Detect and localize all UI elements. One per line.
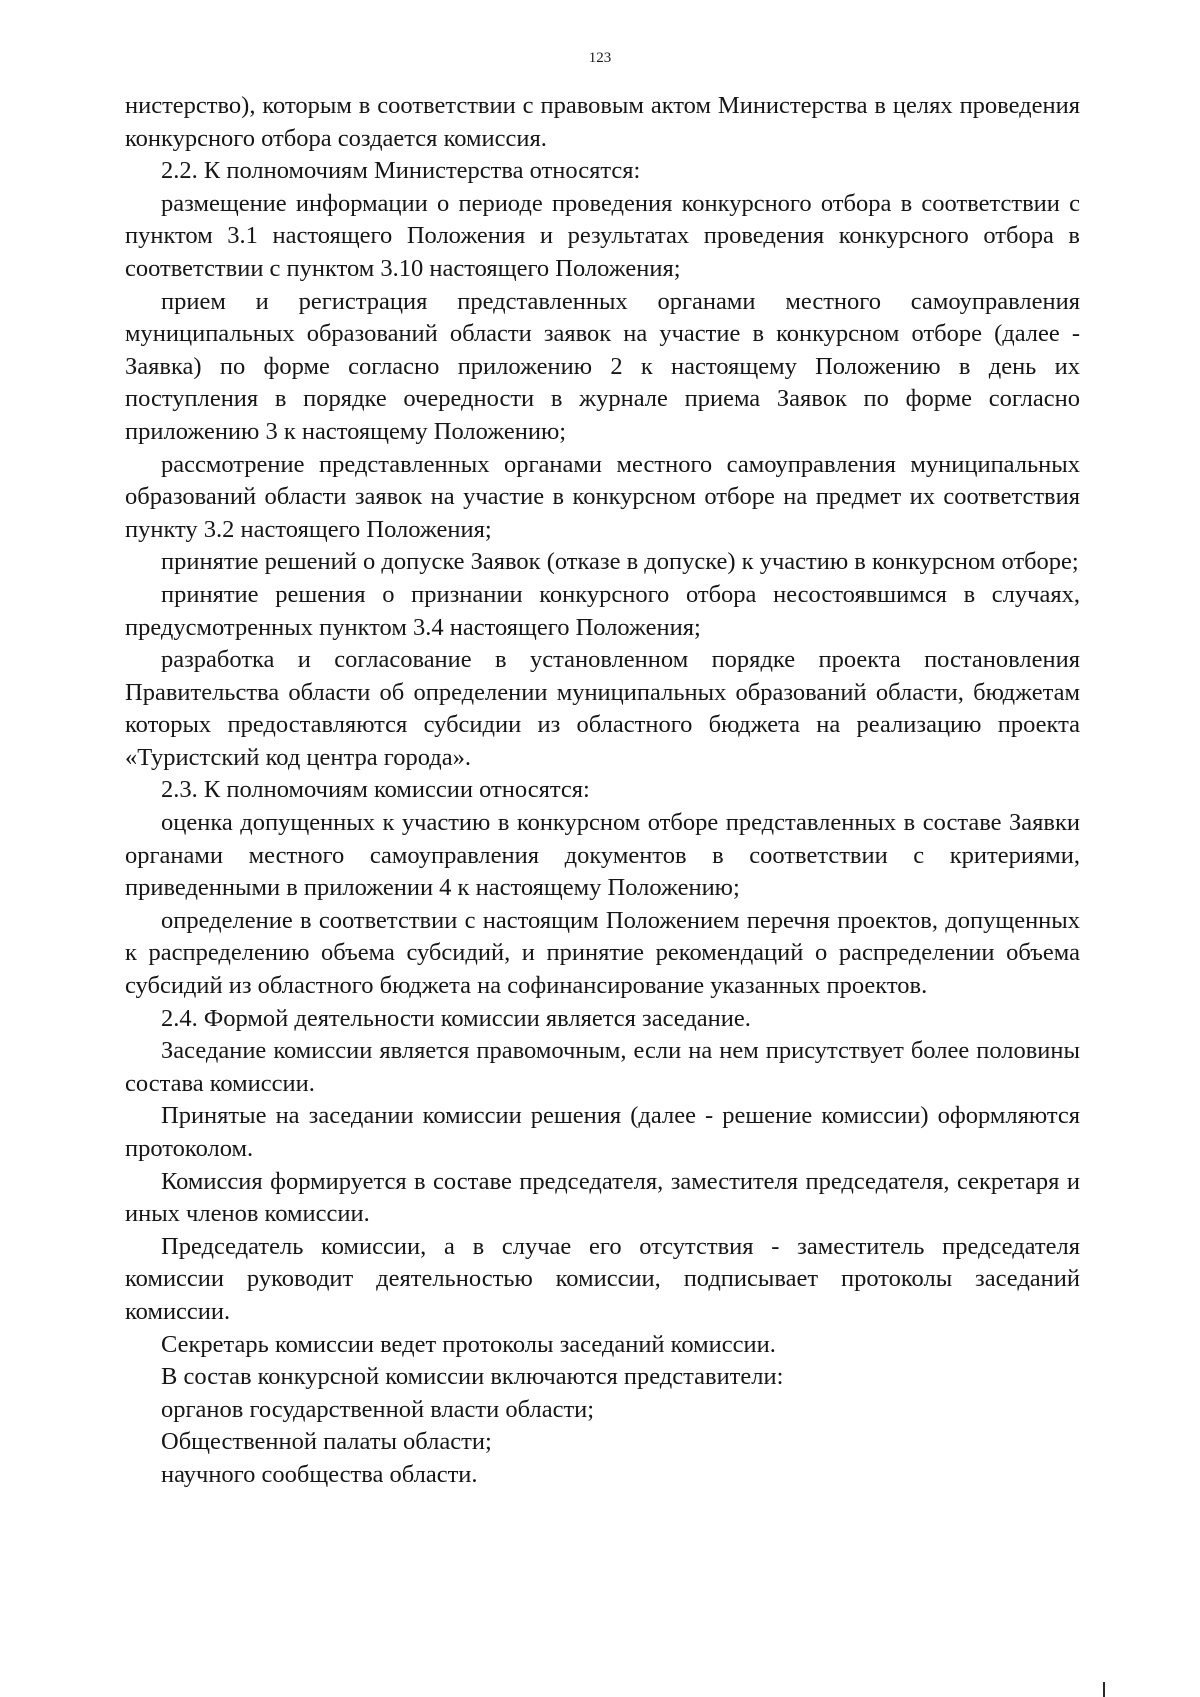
paragraph-item: рассмотрение представленных органами местного самоуправления муниципальных образований области заявок на участие в конкурсном отборе на предмет их соответствия пункту 3.2 настоящего Положения;	[125, 450, 1080, 543]
paragraph-list-item: органов государственной власти области;	[161, 1395, 595, 1423]
paragraph-list-item: научного сообщества области.	[161, 1460, 478, 1488]
paragraph-item: определение в соответствии с настоящим Положением перечня проектов, допущенных к распределению объема субсидий, и принятие рекомендаций о распределении объема субсидий из областного бюджета на софинансирование указанных проектов.	[125, 906, 1080, 1000]
paragraph-item: принятие решения о признании конкурсного отбора несостоявшимся в случаях, предусмотренных пунктом 3.4 настоящего Положения;	[125, 580, 1080, 641]
paragraph-item: прием и регистрация представленных органами местного самоуправления муниципальных образований области заявок на участие в конкурсном отборе (далее - Заявка) по форме согласно приложению 2 к настоящему Положению в день их поступления в порядке очередности в журнале приема Заявок по форме согласно приложению 3 к настоящему Положению;	[125, 287, 1080, 445]
document-body	[125, 90, 1080, 1492]
paragraph-item: Заседание комиссии является правомочным, если на нем присутствует более половины состава комиссии.	[125, 1037, 1080, 1097]
page-number: 123	[588, 50, 612, 66]
paragraph-item: Председатель комиссии, а в случае его отсутствия - заместитель председателя комиссии руководит деятельностью комиссии, подписывает протоколы заседаний комиссии.	[125, 1232, 1080, 1325]
paragraph-list-item: Общественной палаты области;	[161, 1428, 492, 1456]
paragraph-item: Комиссия формируется в составе председателя, заместителя председателя, секретаря и иных членов комиссии.	[125, 1167, 1080, 1228]
paragraph-item: Секретарь комиссии ведет протоколы заседаний комиссии.	[161, 1330, 776, 1358]
paragraph-section-2-2: 2.2. К полномочиям Министерства относятся:	[161, 157, 641, 185]
paragraph-section-2-3: 2.3. К полномочиям комиссии относятся:	[161, 776, 590, 804]
paragraph-continuation: нистерство), которым в соответствии с правовым актом Министерства в целях проведения конкурсного отбора создается комиссия.	[125, 92, 1080, 152]
paragraph-item: принятие решений о допуске Заявок (отказе в допуске) к участию в конкурсном отборе;	[161, 548, 1079, 576]
paragraph-section-2-4: 2.4. Формой деятельности комиссии является заседание.	[161, 1004, 751, 1032]
paragraph-item: Принятые на заседании комиссии решения (далее - решение комиссии) оформляются протоколом.	[125, 1102, 1080, 1162]
paragraph-item: разработка и согласование в установленном порядке проекта постановления Правительства области об определении муниципальных образований области, бюджетам которых предоставляются субсидии из областного бюджета на реализацию проекта «Туристский код центра города».	[125, 646, 1080, 771]
paragraph-item: В состав конкурсной комиссии включаются представители:	[161, 1363, 784, 1391]
paragraph-item: размещение информации о периоде проведения конкурсного отбора в соответствии с пунктом 3.1 настоящего Положения и результатах проведения конкурсного отбора в соответствии с пунктом 3.10 настоящего Положения;	[125, 189, 1080, 282]
paragraph-item: оценка допущенных к участию в конкурсном отборе представленных в составе Заявки органами местного самоуправления документов в соответствии с критериями, приведенными в приложении 4 к настоящему Положению;	[125, 809, 1080, 902]
scan-margin-mark	[1103, 1682, 1105, 1697]
